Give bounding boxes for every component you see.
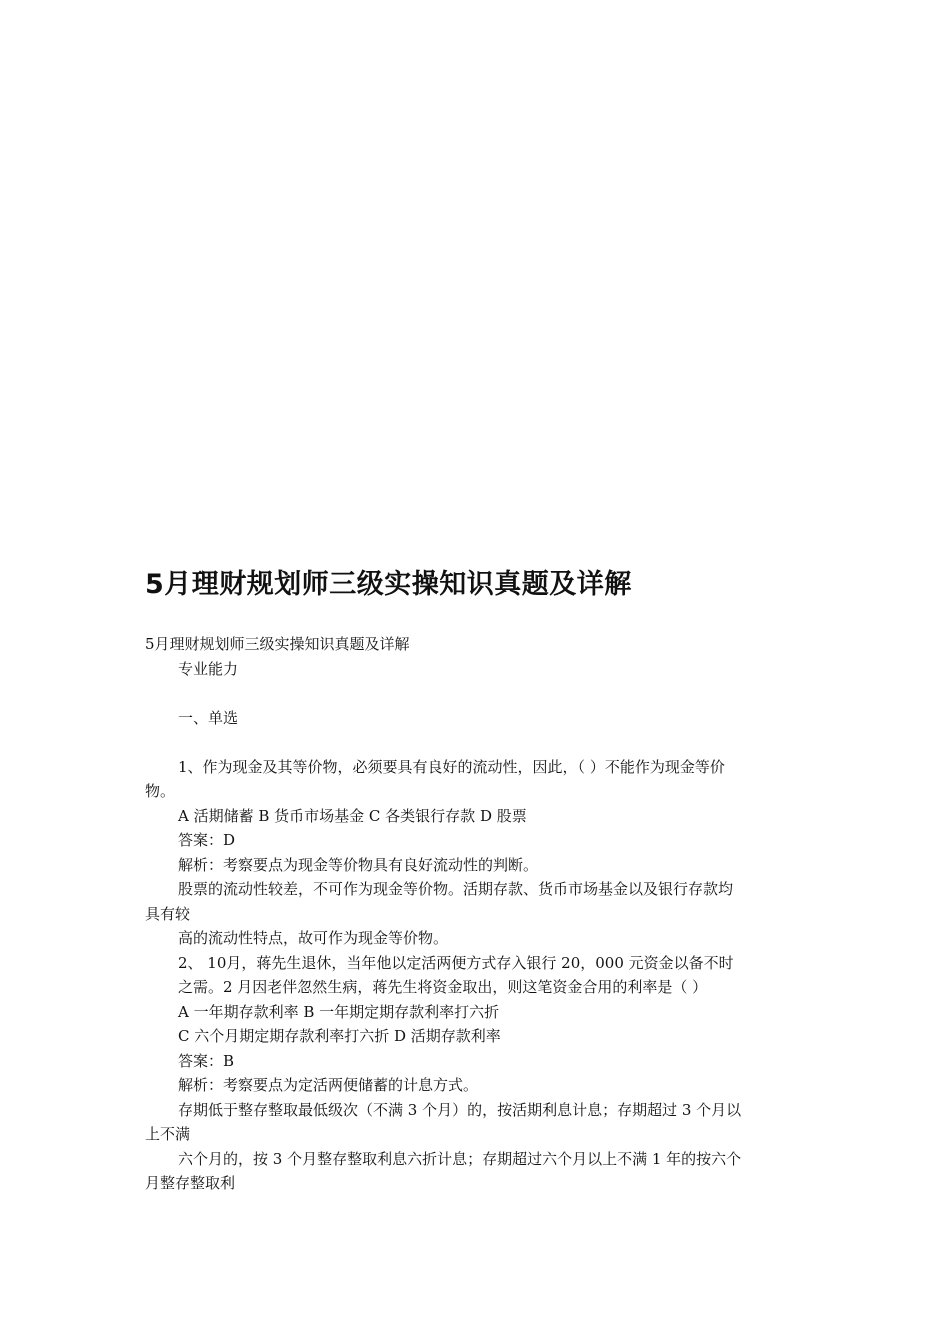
document-title: 5月理财规划师三级实操知识真题及详解 bbox=[145, 569, 632, 600]
question-1-options: A 活期储蓄 B 货币市场基金 C 各类银行存款 D 股票 bbox=[178, 806, 527, 825]
question-1-explanation-detail-continued: 具有较 bbox=[145, 904, 191, 923]
question-2-text-continued: 之需。2 月因老伴忽然生病，蒋先生将资金取出，则这笔资金合用的利率是（ ） bbox=[178, 978, 708, 996]
blank-line bbox=[145, 681, 815, 706]
section-subheading: 一、单选 bbox=[178, 708, 239, 727]
question-2-explanation-detail-continued: 上不满 bbox=[145, 1125, 191, 1143]
question-2-explanation: 解析：考察要点为定活两便储蓄的计息方式。 bbox=[178, 1076, 479, 1094]
question-1-explanation: 解析：考察要点为现金等价物具有良好流动性的判断。 bbox=[178, 855, 539, 874]
question-1-text-continued: 物。 bbox=[145, 782, 176, 800]
subtitle-line: 5月理财规划师三级实操知识真题及详解 bbox=[145, 635, 410, 653]
question-1-explanation-end: 高的流动性特点，故可作为现金等价物。 bbox=[178, 929, 449, 947]
question-1-text: 1、作为现金及其等价物，必须要具有良好的流动性，因此，（ ）不能作为现金等价 bbox=[178, 757, 725, 776]
question-2-explanation-more-continued: 月整存整取利 bbox=[145, 1174, 236, 1192]
question-2-explanation-more: 六个月的，按 3 个月整存整取利息六折计息；存期超过六个月以上不满 1 年的按六个 bbox=[178, 1149, 742, 1168]
document-body bbox=[145, 632, 815, 1196]
question-2-options-cd: C 六个月期定期存款利率打六折 D 活期存款利率 bbox=[178, 1027, 501, 1045]
section-heading: 专业能力 bbox=[178, 659, 239, 678]
question-1-explanation-detail: 股票的流动性较差，不可作为现金等价物。活期存款、货币市场基金以及银行存款均 bbox=[178, 880, 734, 898]
question-1-answer: 答案：D bbox=[178, 831, 236, 849]
question-2-text: 2、 10月，蒋先生退休，当年他以定活两便方式存入银行 20，000 元资金以备不时 bbox=[178, 953, 734, 972]
question-2-explanation-detail: 存期低于整存整取最低级次（不满 3 个月）的，按活期利息计息；存期超过 3 个月以 bbox=[178, 1100, 742, 1119]
blank-line bbox=[145, 730, 815, 755]
question-2-answer: 答案：B bbox=[178, 1051, 235, 1070]
question-2-options-ab: A 一年期存款利率 B 一年期定期存款利率打六折 bbox=[178, 1002, 500, 1021]
